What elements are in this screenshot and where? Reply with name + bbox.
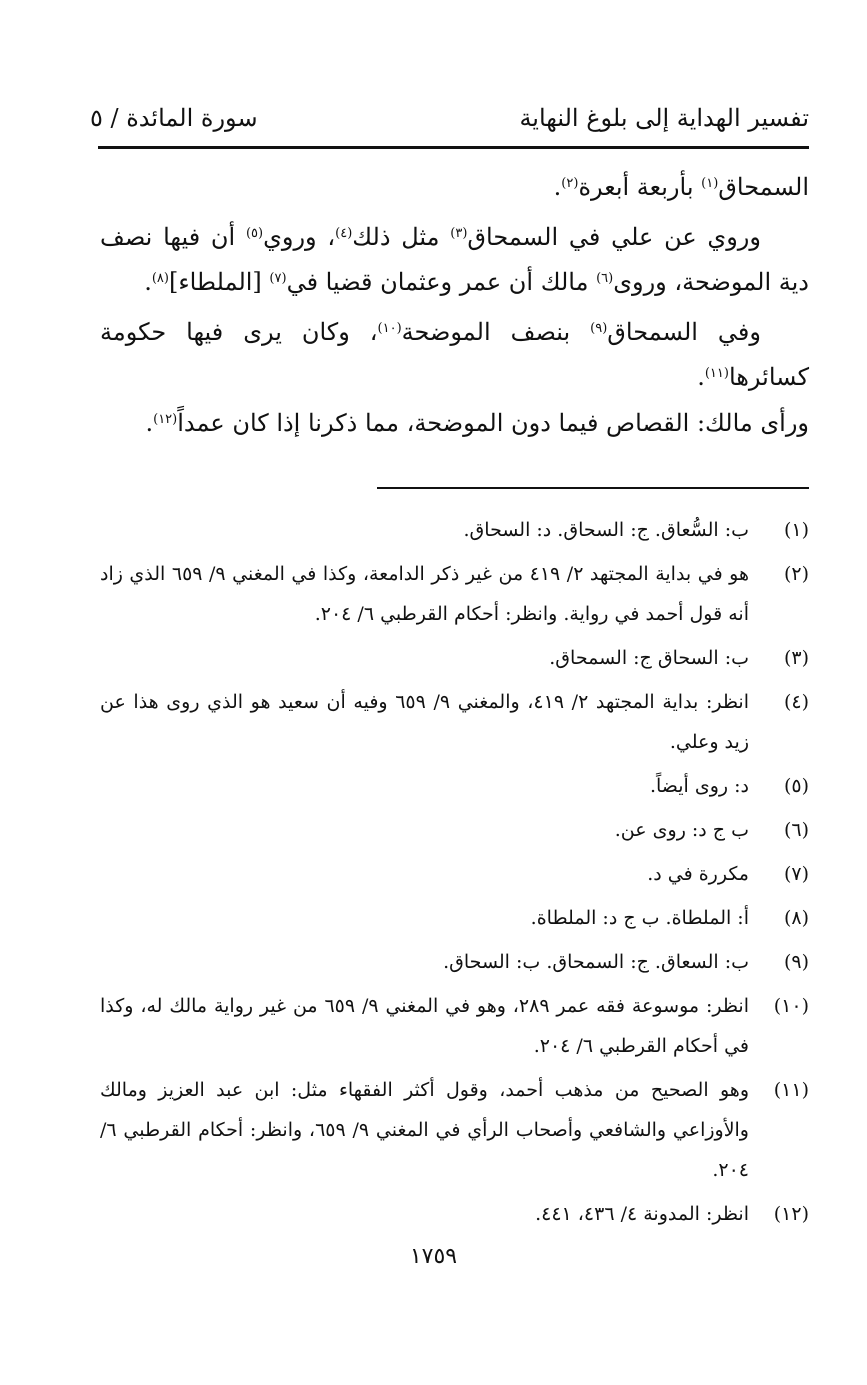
text-run: ، وكان يرى فيها حكومة كسائرها	[100, 317, 809, 392]
footnote-number: (١٢)	[773, 1203, 809, 1225]
text-run: مالك أن عمر وعثمان قضيا في	[286, 268, 597, 297]
footnote	[100, 986, 809, 1066]
footnote-number: (٨)	[783, 907, 809, 929]
footnote-ref: (٣)	[450, 225, 468, 241]
text-run: أن فيها نصف دية الموضحة، وروى	[100, 222, 809, 297]
running-header	[90, 98, 809, 138]
text-run: السمحاق	[718, 173, 809, 201]
footnote-ref: (٢)	[561, 176, 579, 191]
page-number: ١٧٥٩	[409, 1244, 458, 1269]
footnote	[100, 1070, 809, 1190]
footnote-number: (٩)	[783, 951, 809, 973]
footnote-text: مكررة في د.	[647, 863, 749, 885]
paragraph	[100, 165, 809, 211]
footnote-number: (٧)	[783, 863, 809, 885]
footnote	[100, 554, 809, 634]
text-run: وفي السمحاق	[607, 317, 761, 346]
footnote-text: ب: السُّعاق. ج: السحاق. د: السحاق.	[463, 519, 749, 541]
footnote-ref: (٧)	[269, 271, 287, 287]
footnote-ref: (٦)	[596, 271, 614, 287]
footnote-ref: (٥)	[245, 225, 264, 241]
text-run: بأربعة أبعرة	[578, 173, 702, 201]
footnote-number: (٥)	[783, 775, 809, 797]
footnote	[100, 898, 809, 938]
text-run: .	[145, 408, 154, 437]
footnote	[100, 854, 809, 894]
footnote-number: (٦)	[783, 819, 809, 841]
footnote-ref: (١)	[701, 176, 719, 191]
footnote-number: (٣)	[783, 647, 809, 669]
footnote-number: (١١)	[773, 1079, 809, 1101]
footnote	[100, 810, 809, 850]
footnote-ref: (١٢)	[153, 411, 178, 427]
footnote-number: (٤)	[783, 691, 809, 713]
footnotes	[100, 510, 809, 1238]
footnote	[100, 638, 809, 678]
footnote-ref: (١٠)	[377, 320, 402, 336]
paragraph	[100, 215, 809, 306]
footnote	[100, 1194, 809, 1234]
text-run: .	[697, 363, 705, 392]
text-run: وروي عن علي في السمحاق	[467, 222, 761, 251]
text-run: [الملطاء]	[168, 268, 270, 297]
footnote-ref: (١١)	[704, 366, 729, 382]
footnote-text: ب: السعاق. ج: السمحاق. ب: السحاق.	[443, 951, 749, 973]
footnote	[100, 510, 809, 550]
footnote-text: د: روى أيضاً.	[649, 775, 749, 797]
main-text	[100, 165, 809, 447]
footnote	[100, 942, 809, 982]
footnote	[100, 766, 809, 806]
footnote-number: (١٠)	[773, 995, 809, 1017]
footnote-text: أ: الملطاة. ب ج د: الملطاة.	[530, 907, 749, 929]
book-title: تفسير الهداية إلى بلوغ النهاية	[519, 104, 809, 132]
footnote-text: وهو الصحيح من مذهب أحمد، وقول أكثر الفقهاء مثل: ابن عبد العزيز ومالك والأوزاعي والشافعي وأصحاب الرأي في المغني ٩/ ٦٥٩، وانظر: أحكام القرطبي ٦/ ٢٠٤.	[100, 1079, 749, 1181]
footnote	[100, 682, 809, 762]
footnote-ref: (٤)	[335, 225, 353, 241]
footnote-number: (١)	[783, 519, 809, 541]
paragraph	[100, 401, 809, 447]
surah-label: سورة المائدة / ٥	[90, 104, 258, 132]
footnote-text: هو في بداية المجتهد ٢/ ٤١٩ من غير ذكر الدامعة، وكذا في المغني ٩/ ٦٥٩ الذي زاد أنه قول أحمد في رواية. وانظر: أحكام القرطبي ٦/ ٢٠٤.	[100, 563, 749, 625]
footnote-number: (٢)	[783, 563, 809, 585]
footnote-text: انظر: بداية المجتهد ٢/ ٤١٩، والمغني ٩/ ٦٥٩ وفيه أن سعيد هو الذي روى هذا عن زيد وعلي.	[100, 691, 749, 753]
footnote-text: ب: السحاق ج: السمحاق.	[549, 647, 749, 669]
footnote-text: انظر: موسوعة فقه عمر ٢٨٩، وهو في المغني ٩/ ٦٥٩ من غير رواية مالك له، وكذا في أحكام القرطبي ٦/ ٢٠٤.	[100, 995, 749, 1057]
text-run: ، وروي	[263, 222, 336, 251]
footnote-separator	[377, 487, 809, 489]
text-run: .	[553, 173, 562, 201]
text-run: ورأى مالك: القصاص فيما دون الموضحة، مما ذكرنا إذا كان عمداً	[177, 408, 809, 437]
text-run: بنصف الموضحة	[401, 317, 591, 346]
footnote-ref: (٨)	[151, 271, 169, 287]
paragraph	[100, 310, 809, 401]
footnote-text: ب ج د: روى عن.	[614, 819, 749, 841]
text-run: .	[144, 268, 152, 297]
text-run: مثل ذلك	[352, 222, 451, 251]
footnote-text: انظر: المدونة ٤/ ٤٣٦، ٤٤١.	[535, 1203, 749, 1225]
header-rule	[98, 146, 809, 149]
footnote-ref: (٩)	[590, 320, 608, 336]
